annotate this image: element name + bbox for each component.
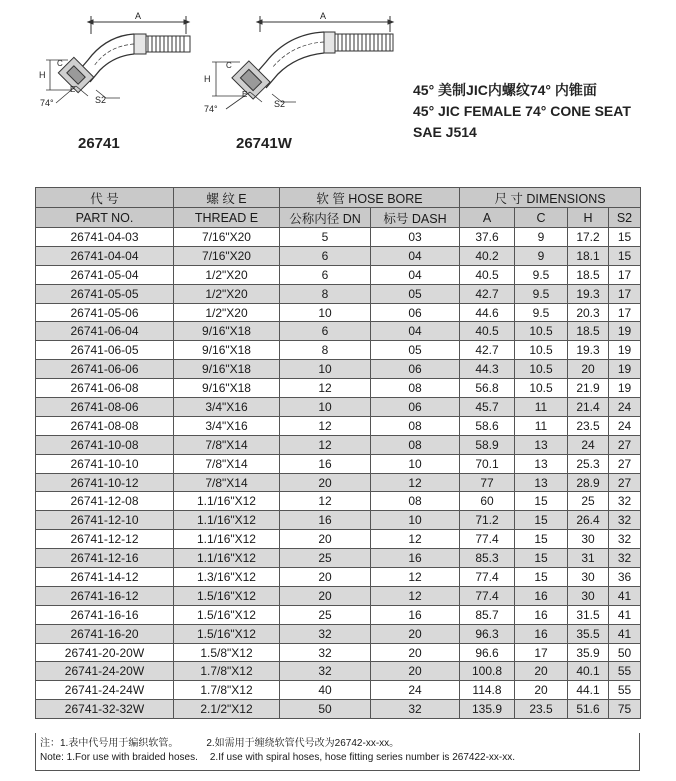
cell-dim-c: 15 xyxy=(515,492,568,511)
cell-dim-a: 100.8 xyxy=(460,662,515,681)
cell-dim-a: 114.8 xyxy=(460,681,515,700)
cell-dash: 20 xyxy=(371,662,460,681)
cell-dim-h: 25 xyxy=(568,492,609,511)
title-standard: SAE J514 xyxy=(413,124,477,140)
cell-dim-s2: 41 xyxy=(609,586,641,605)
cell-thread: 1.5/16"X12 xyxy=(174,624,280,643)
cell-dim-a: 56.8 xyxy=(460,379,515,398)
cell-thread: 2.1/2"X12 xyxy=(174,700,280,719)
cell-dim-h: 19.3 xyxy=(568,341,609,360)
cell-thread: 1.1/16"X12 xyxy=(174,530,280,549)
cell-thread: 1/2"X20 xyxy=(174,303,280,322)
cell-thread: 3/4"X16 xyxy=(174,416,280,435)
cell-dash: 24 xyxy=(371,681,460,700)
cell-dim-s2: 32 xyxy=(609,549,641,568)
cell-dim-h: 30 xyxy=(568,586,609,605)
cell-part-no: 26741-04-03 xyxy=(36,228,174,247)
cell-dim-a: 42.7 xyxy=(460,284,515,303)
cell-thread: 9/16"X18 xyxy=(174,379,280,398)
cell-dim-h: 18.1 xyxy=(568,246,609,265)
cell-thread: 1.5/16"X12 xyxy=(174,605,280,624)
cell-part-no: 26741-06-04 xyxy=(36,322,174,341)
cell-dash: 08 xyxy=(371,492,460,511)
cell-dim-c: 9.5 xyxy=(515,284,568,303)
cell-dn: 20 xyxy=(280,473,371,492)
cell-dim-s2: 17 xyxy=(609,265,641,284)
cell-dn: 16 xyxy=(280,454,371,473)
cell-thread: 1.1/16"X12 xyxy=(174,549,280,568)
notes xyxy=(35,733,640,771)
table-row xyxy=(36,473,641,492)
cell-dim-c: 15 xyxy=(515,568,568,587)
table-row xyxy=(36,360,641,379)
cell-dim-c: 11 xyxy=(515,416,568,435)
cell-dn: 5 xyxy=(280,228,371,247)
cell-dim-h: 51.6 xyxy=(568,700,609,719)
cell-thread: 1/2"X20 xyxy=(174,284,280,303)
cell-dim-a: 60 xyxy=(460,492,515,511)
table-row xyxy=(36,568,641,587)
cell-dn: 12 xyxy=(280,379,371,398)
header-a: A xyxy=(460,208,515,228)
cell-part-no: 26741-16-20 xyxy=(36,624,174,643)
cell-dim-c: 20 xyxy=(515,681,568,700)
part-label-26741: 26741 xyxy=(78,135,120,152)
cell-dn: 25 xyxy=(280,549,371,568)
table-row xyxy=(36,322,641,341)
cell-dim-h: 30 xyxy=(568,568,609,587)
cell-part-no: 26741-16-16 xyxy=(36,605,174,624)
cell-part-no: 26741-05-05 xyxy=(36,284,174,303)
table-row xyxy=(36,303,641,322)
cell-part-no: 26741-08-06 xyxy=(36,398,174,417)
cell-dn: 12 xyxy=(280,492,371,511)
cell-dim-a: 77.4 xyxy=(460,568,515,587)
table-row xyxy=(36,246,641,265)
cell-part-no: 26741-05-04 xyxy=(36,265,174,284)
fitting-drawing-26741w xyxy=(200,4,400,119)
cell-dim-a: 77.4 xyxy=(460,530,515,549)
cell-dim-h: 26.4 xyxy=(568,511,609,530)
cell-part-no: 26741-16-12 xyxy=(36,586,174,605)
cell-dim-c: 13 xyxy=(515,435,568,454)
cell-dn: 20 xyxy=(280,530,371,549)
note-en-1: Note: 1.For use with braided hoses. xyxy=(40,752,198,763)
cell-thread: 1/2"X20 xyxy=(174,265,280,284)
cell-dn: 40 xyxy=(280,681,371,700)
cell-dash: 08 xyxy=(371,416,460,435)
dimensions-table xyxy=(35,187,641,719)
cell-dim-c: 20 xyxy=(515,662,568,681)
header-part-en: PART NO. xyxy=(36,208,174,228)
header-h: H xyxy=(568,208,609,228)
cell-dn: 6 xyxy=(280,322,371,341)
cell-dim-h: 20.3 xyxy=(568,303,609,322)
cell-dim-h: 31.5 xyxy=(568,605,609,624)
cell-part-no: 26741-24-24W xyxy=(36,681,174,700)
cell-dim-s2: 55 xyxy=(609,681,641,700)
cell-thread: 3/4"X16 xyxy=(174,398,280,417)
table-row xyxy=(36,700,641,719)
dim-label-angle: 74° xyxy=(204,104,218,114)
table-row xyxy=(36,228,641,247)
fitting-drawing-26741 xyxy=(36,8,196,113)
cell-dash: 06 xyxy=(371,303,460,322)
cell-dim-s2: 15 xyxy=(609,246,641,265)
cell-dim-c: 10.5 xyxy=(515,360,568,379)
table-row xyxy=(36,379,641,398)
cell-dash: 12 xyxy=(371,473,460,492)
cell-dim-s2: 41 xyxy=(609,605,641,624)
table-row xyxy=(36,341,641,360)
cell-dim-h: 21.4 xyxy=(568,398,609,417)
cell-dash: 32 xyxy=(371,700,460,719)
cell-dim-c: 16 xyxy=(515,624,568,643)
cell-dim-h: 17.2 xyxy=(568,228,609,247)
table-row xyxy=(36,681,641,700)
cell-dim-a: 58.6 xyxy=(460,416,515,435)
cell-dash: 08 xyxy=(371,379,460,398)
cell-part-no: 26741-12-08 xyxy=(36,492,174,511)
dim-label-c: C xyxy=(57,59,63,68)
cell-thread: 9/16"X18 xyxy=(174,360,280,379)
cell-dim-a: 85.3 xyxy=(460,549,515,568)
dim-label-s2: S2 xyxy=(95,95,107,105)
cell-dim-a: 135.9 xyxy=(460,700,515,719)
cell-dim-a: 45.7 xyxy=(460,398,515,417)
cell-dim-c: 16 xyxy=(515,586,568,605)
cell-dash: 03 xyxy=(371,228,460,247)
cell-thread: 1.3/16"X12 xyxy=(174,568,280,587)
cell-thread: 7/16"X20 xyxy=(174,246,280,265)
cell-part-no: 26741-12-12 xyxy=(36,530,174,549)
dim-label-s2: S2 xyxy=(274,99,286,109)
cell-dim-s2: 24 xyxy=(609,416,641,435)
header-thread-en: THREAD E xyxy=(174,208,280,228)
dim-label-a: A xyxy=(320,11,327,21)
cell-dn: 12 xyxy=(280,416,371,435)
table-row xyxy=(36,398,641,417)
cell-dash: 10 xyxy=(371,454,460,473)
cell-dim-s2: 19 xyxy=(609,341,641,360)
cell-dash: 20 xyxy=(371,643,460,662)
dim-label-e: E xyxy=(70,85,76,94)
cell-dn: 12 xyxy=(280,435,371,454)
cell-dim-s2: 50 xyxy=(609,643,641,662)
cell-part-no: 26741-20-20W xyxy=(36,643,174,662)
title-en: 45° JIC FEMALE 74° CONE SEAT xyxy=(413,103,631,119)
header-hose-bore: 软 管 HOSE BORE xyxy=(280,188,460,208)
cell-part-no: 26741-12-10 xyxy=(36,511,174,530)
cell-dim-c: 15 xyxy=(515,530,568,549)
cell-dim-c: 9.5 xyxy=(515,265,568,284)
cell-dn: 20 xyxy=(280,568,371,587)
cell-thread: 1.5/8"X12 xyxy=(174,643,280,662)
cell-dn: 32 xyxy=(280,624,371,643)
cell-dn: 25 xyxy=(280,605,371,624)
cell-dim-s2: 75 xyxy=(609,700,641,719)
cell-dim-s2: 27 xyxy=(609,435,641,454)
title-cn: 45° 美制JIC内螺纹74° 内锥面 xyxy=(413,82,597,98)
cell-thread: 1.1/16"X12 xyxy=(174,511,280,530)
cell-dim-a: 70.1 xyxy=(460,454,515,473)
table-row xyxy=(36,511,641,530)
cell-dim-c: 10.5 xyxy=(515,341,568,360)
header-dash: 标号 DASH xyxy=(371,208,460,228)
cell-dim-c: 17 xyxy=(515,643,568,662)
cell-thread: 7/8"X14 xyxy=(174,435,280,454)
cell-dash: 16 xyxy=(371,549,460,568)
cell-thread: 7/8"X14 xyxy=(174,473,280,492)
cell-dim-h: 21.9 xyxy=(568,379,609,398)
cell-dn: 10 xyxy=(280,398,371,417)
cell-dim-h: 44.1 xyxy=(568,681,609,700)
note-cn-2: 2.如需用于缠绕软管代号改为26742-xx-xx。 xyxy=(206,738,400,749)
cell-thread: 7/16"X20 xyxy=(174,228,280,247)
cell-dim-s2: 15 xyxy=(609,228,641,247)
cell-dim-s2: 55 xyxy=(609,662,641,681)
cell-dash: 06 xyxy=(371,398,460,417)
cell-part-no: 26741-10-08 xyxy=(36,435,174,454)
cell-dim-a: 42.7 xyxy=(460,341,515,360)
cell-thread: 1.7/8"X12 xyxy=(174,662,280,681)
cell-dim-c: 13 xyxy=(515,473,568,492)
cell-dash: 05 xyxy=(371,341,460,360)
cell-dim-h: 23.5 xyxy=(568,416,609,435)
cell-dn: 10 xyxy=(280,360,371,379)
cell-dn: 32 xyxy=(280,662,371,681)
cell-dim-a: 96.6 xyxy=(460,643,515,662)
cell-part-no: 26741-05-06 xyxy=(36,303,174,322)
table-row xyxy=(36,416,641,435)
cell-dim-h: 18.5 xyxy=(568,265,609,284)
header-dimensions: 尺 寸 DIMENSIONS xyxy=(460,188,641,208)
cell-dash: 04 xyxy=(371,246,460,265)
cell-dim-c: 15 xyxy=(515,511,568,530)
cell-dim-c: 23.5 xyxy=(515,700,568,719)
table-row xyxy=(36,492,641,511)
cell-dim-a: 96.3 xyxy=(460,624,515,643)
cell-dim-h: 18.5 xyxy=(568,322,609,341)
cell-dim-a: 40.2 xyxy=(460,246,515,265)
cell-dim-c: 16 xyxy=(515,605,568,624)
cell-part-no: 26741-06-06 xyxy=(36,360,174,379)
cell-dim-c: 10.5 xyxy=(515,379,568,398)
cell-part-no: 26741-06-05 xyxy=(36,341,174,360)
cell-dn: 10 xyxy=(280,303,371,322)
cell-dn: 20 xyxy=(280,586,371,605)
cell-dn: 6 xyxy=(280,246,371,265)
cell-dim-s2: 27 xyxy=(609,454,641,473)
product-title xyxy=(413,80,631,143)
cell-dash: 20 xyxy=(371,624,460,643)
table-body xyxy=(36,228,641,719)
cell-dim-h: 24 xyxy=(568,435,609,454)
cell-thread: 1.1/16"X12 xyxy=(174,492,280,511)
cell-dim-a: 77 xyxy=(460,473,515,492)
cell-dim-h: 30 xyxy=(568,530,609,549)
cell-part-no: 26741-06-08 xyxy=(36,379,174,398)
cell-dim-c: 9.5 xyxy=(515,303,568,322)
header-s2: S2 xyxy=(609,208,641,228)
dim-label-angle: 74° xyxy=(40,98,54,108)
cell-dim-h: 35.9 xyxy=(568,643,609,662)
cell-dn: 8 xyxy=(280,284,371,303)
cell-thread: 1.7/8"X12 xyxy=(174,681,280,700)
dim-label-a: A xyxy=(135,11,142,21)
table-row xyxy=(36,549,641,568)
cell-dn: 50 xyxy=(280,700,371,719)
table-row xyxy=(36,643,641,662)
dim-label-c: C xyxy=(226,61,232,70)
cell-dim-h: 25.3 xyxy=(568,454,609,473)
cell-dim-a: 37.6 xyxy=(460,228,515,247)
header-c: C xyxy=(515,208,568,228)
cell-part-no: 26741-32-32W xyxy=(36,700,174,719)
cell-part-no: 26741-04-04 xyxy=(36,246,174,265)
dim-label-e: E xyxy=(242,90,248,99)
cell-thread: 7/8"X14 xyxy=(174,454,280,473)
cell-dash: 12 xyxy=(371,586,460,605)
cell-dn: 32 xyxy=(280,643,371,662)
cell-dim-s2: 32 xyxy=(609,530,641,549)
cell-dash: 04 xyxy=(371,265,460,284)
header-thread-cn: 螺 纹 E xyxy=(174,188,280,208)
header-part-cn: 代 号 xyxy=(36,188,174,208)
cell-part-no: 26741-24-20W xyxy=(36,662,174,681)
dim-label-h: H xyxy=(204,74,211,84)
table-row xyxy=(36,624,641,643)
cell-dash: 05 xyxy=(371,284,460,303)
cell-dim-a: 40.5 xyxy=(460,322,515,341)
cell-dn: 16 xyxy=(280,511,371,530)
note-en-2: 2.If use with spiral hoses, hose fitting series number is 267422-xx-xx. xyxy=(209,752,516,763)
table-row xyxy=(36,265,641,284)
cell-dim-h: 28.9 xyxy=(568,473,609,492)
cell-dim-h: 35.5 xyxy=(568,624,609,643)
cell-thread: 9/16"X18 xyxy=(174,341,280,360)
cell-dim-s2: 32 xyxy=(609,492,641,511)
table-row xyxy=(36,284,641,303)
table-row xyxy=(36,586,641,605)
cell-thread: 1.5/16"X12 xyxy=(174,586,280,605)
cell-thread: 9/16"X18 xyxy=(174,322,280,341)
table-row xyxy=(36,454,641,473)
cell-dim-s2: 19 xyxy=(609,360,641,379)
cell-part-no: 26741-10-10 xyxy=(36,454,174,473)
cell-dim-a: 40.5 xyxy=(460,265,515,284)
cell-part-no: 26741-12-16 xyxy=(36,549,174,568)
cell-dim-s2: 41 xyxy=(609,624,641,643)
table-row xyxy=(36,605,641,624)
cell-dash: 12 xyxy=(371,530,460,549)
cell-dim-a: 85.7 xyxy=(460,605,515,624)
cell-dash: 16 xyxy=(371,605,460,624)
part-label-26741w: 26741W xyxy=(236,135,292,152)
cell-dim-c: 9 xyxy=(515,246,568,265)
cell-dim-c: 11 xyxy=(515,398,568,417)
cell-dash: 06 xyxy=(371,360,460,379)
dim-label-h: H xyxy=(39,70,46,80)
cell-dim-h: 40.1 xyxy=(568,662,609,681)
cell-dn: 6 xyxy=(280,265,371,284)
cell-dim-a: 44.6 xyxy=(460,303,515,322)
table-row xyxy=(36,435,641,454)
cell-dash: 10 xyxy=(371,511,460,530)
cell-dim-a: 71.2 xyxy=(460,511,515,530)
cell-dim-s2: 17 xyxy=(609,303,641,322)
cell-dn: 8 xyxy=(280,341,371,360)
header-dn: 公称内径 DN xyxy=(280,208,371,228)
table-row xyxy=(36,530,641,549)
cell-dim-h: 31 xyxy=(568,549,609,568)
cell-dim-c: 13 xyxy=(515,454,568,473)
table-row xyxy=(36,662,641,681)
cell-dim-s2: 32 xyxy=(609,511,641,530)
cell-part-no: 26741-10-12 xyxy=(36,473,174,492)
cell-dim-h: 20 xyxy=(568,360,609,379)
cell-part-no: 26741-14-12 xyxy=(36,568,174,587)
cell-dim-a: 44.3 xyxy=(460,360,515,379)
cell-dim-s2: 24 xyxy=(609,398,641,417)
cell-dim-s2: 19 xyxy=(609,379,641,398)
cell-dim-s2: 17 xyxy=(609,284,641,303)
cell-dim-a: 77.4 xyxy=(460,586,515,605)
cell-dim-s2: 19 xyxy=(609,322,641,341)
cell-part-no: 26741-08-08 xyxy=(36,416,174,435)
cell-dim-c: 10.5 xyxy=(515,322,568,341)
cell-dash: 08 xyxy=(371,435,460,454)
cell-dim-s2: 36 xyxy=(609,568,641,587)
cell-dim-a: 58.9 xyxy=(460,435,515,454)
cell-dash: 12 xyxy=(371,568,460,587)
cell-dim-h: 19.3 xyxy=(568,284,609,303)
cell-dim-c: 9 xyxy=(515,228,568,247)
note-cn-1: 注：1.表中代号用于编织软管。 xyxy=(40,738,179,749)
cell-dim-c: 15 xyxy=(515,549,568,568)
cell-dim-s2: 27 xyxy=(609,473,641,492)
cell-dash: 04 xyxy=(371,322,460,341)
